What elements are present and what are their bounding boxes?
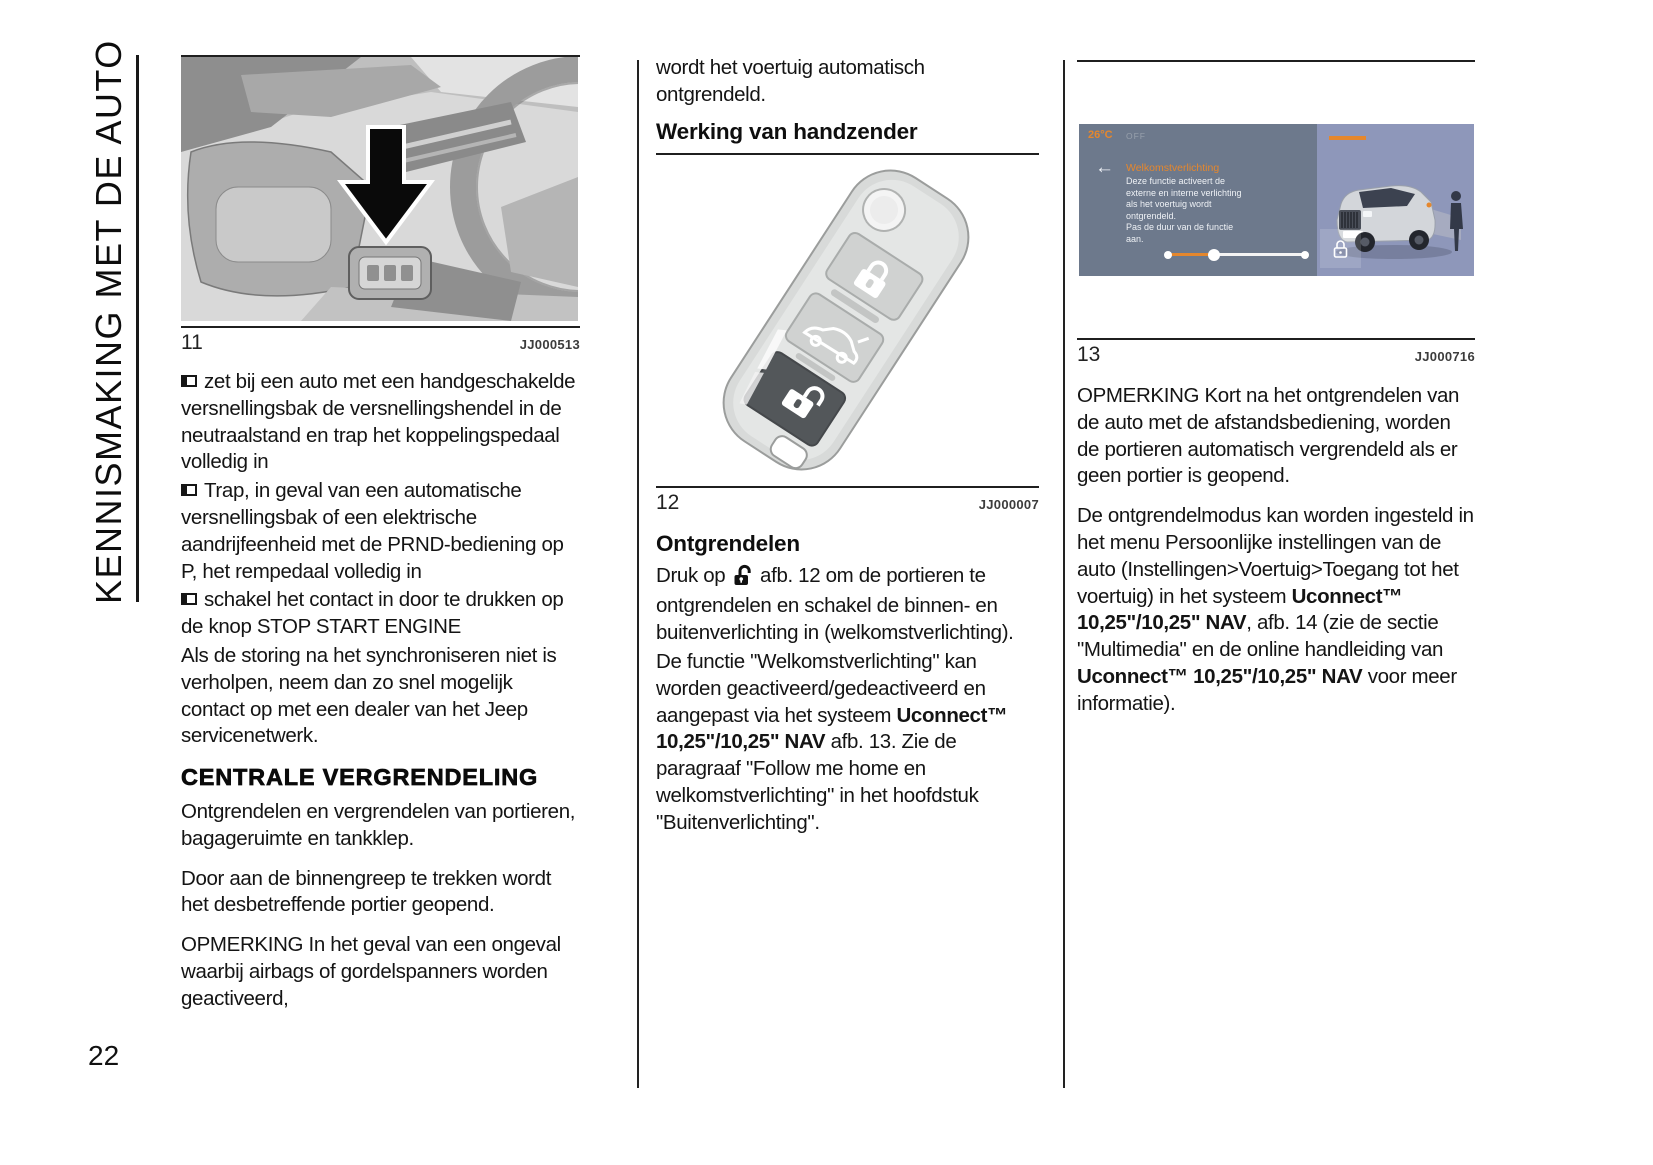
active-tab-indicator: [1329, 136, 1366, 140]
back-arrow-icon: ←: [1095, 157, 1114, 178]
list-square-icon: [181, 484, 197, 496]
column-1: [181, 55, 580, 1015]
chapter-vertical-title: KENNISMAKING MET DE AUTO: [88, 39, 129, 604]
slider-handle: [1208, 249, 1220, 261]
duration-slider: [1167, 253, 1306, 256]
dashboard-ignition-illustration: [181, 57, 578, 321]
figure-12: [656, 153, 1039, 488]
screen-description-line1: Deze functie activeert de externe en interne verlichting als het voertuig wordt ontgrendeld.: [1126, 176, 1242, 221]
figure-code: JJ000716: [1414, 349, 1475, 364]
heading-ontgrendelen: Ontgrendelen: [656, 530, 800, 556]
unlock-icon: [733, 564, 753, 594]
list-square-icon: [181, 593, 197, 605]
page-number: 22: [88, 1040, 120, 1071]
note-ontgrendelen: OPMERKING Kort na het ontgrendelen van de auto met de afstandsbediening, worden de portieren automatisch vergrendeld als er geen portier is geopend.: [1077, 384, 1460, 488]
list-item-text: Trap, in geval van een automatische versnellingsbak of een elektrische aandrijfeenheid met de PRND-bediening op P, het rempedaal volledig in: [181, 479, 564, 583]
column-2: [656, 55, 1039, 839]
slider-fill: [1167, 253, 1214, 256]
list-item: [181, 587, 580, 641]
list-item: [181, 369, 580, 476]
figure-number: 13: [1077, 343, 1101, 366]
slider-min-dot: [1164, 251, 1172, 259]
temperature-label: 26°C: [1088, 129, 1113, 141]
figure-12-caption: [656, 491, 1039, 515]
vehicle-preview-panel: [1317, 124, 1474, 276]
paragraph-binnengreep: Door aan de binnengreep te trekken wordt het desbetreffende portier geopend.: [181, 866, 552, 917]
figure-11: [181, 55, 580, 328]
column-3: [1077, 55, 1475, 720]
figure-13-caption: [1077, 343, 1475, 367]
figure-code: JJ000007: [978, 496, 1039, 512]
figure-number: 12: [656, 490, 680, 514]
paragraph-welkomstverlichting: De functie "Welkomstverlichting" kan worden geactiveerd/gedeactiveerd en aangepast via het systeem Uconnect™ 10,25"/10,25" NAV afb. 13. Zie de paragraaf "Follow me home en welkomstverlichting" in het hoofdstuk "Buitenverlichting".: [656, 649, 1008, 834]
column-divider: [637, 60, 639, 1088]
figure-code: JJ000513: [519, 337, 580, 352]
paragraph-storing: Als de storing na het synchroniseren niet is verholpen, neem dan zo snel mogelijk contact op met een dealer van het Jeep servicenetwerk.: [181, 643, 557, 748]
figure-number: 11: [181, 331, 203, 354]
screen-description: [1126, 176, 1250, 246]
heading-werking-van-handzender: Werking van handzender: [656, 118, 918, 144]
key-fob-illustration: [656, 155, 1039, 486]
note-airbags: OPMERKING In het geval van een ongeval waarbij airbags of gordelspanners worden geactiveerd,: [181, 933, 561, 1010]
list-item-text: zet bij een auto met een handgeschakelde versnellingsbak de versnellingshendel in de neutraalstand en trap het koppelingspedaal volledig in: [181, 370, 576, 474]
figure-11-caption: [181, 331, 580, 355]
section-heading-centrale-vergrendeling: CENTRALE VERGRENDELING: [181, 764, 539, 791]
figure-13: [1077, 60, 1475, 340]
paragraph-intro: wordt het voertuig automatisch ontgrendeld.: [656, 56, 925, 106]
paragraph-ontgrendelen-vergrendelen: Ontgrendelen en vergrendelen van portieren, bagageruimte en tankklep.: [181, 799, 576, 850]
chapter-title-rule: [136, 55, 139, 602]
lock-icon: [1332, 239, 1349, 259]
list-item: [181, 478, 580, 585]
list-square-icon: [181, 375, 197, 387]
paragraph-ontgrendelmodus: De ontgrendelmodus kan worden ingesteld in het menu Persoonlijke instellingen van de auto (Instellingen>Voertuig>Toegang tot het voertuig) in het systeem Uconnect™ 10,25"/10,25" NAV, afb. 14 (zie de sectie "Multimedia" en de online handleiding van Uconnect™ 10,25"/10,25" NAV voor meer informatie).: [1077, 504, 1474, 715]
paragraph-druk-op: Druk op afb. 12 om de portieren te ontgrendelen en schakel de binnen- en buitenverlichting in (welkomstverlichting).: [656, 563, 1014, 645]
column-divider: [1063, 60, 1065, 1088]
climate-off-label: OFF: [1126, 131, 1146, 141]
lock-tile: [1320, 229, 1361, 268]
uconnect-screenshot: [1079, 124, 1474, 276]
screen-description-line2: Pas de duur van de functie aan.: [1126, 222, 1234, 244]
screen-title: Welkomstverlichting: [1126, 162, 1220, 174]
slider-max-dot: [1301, 251, 1309, 259]
list-item-text: schakel het contact in door te drukken op de knop STOP START ENGINE: [181, 588, 564, 639]
